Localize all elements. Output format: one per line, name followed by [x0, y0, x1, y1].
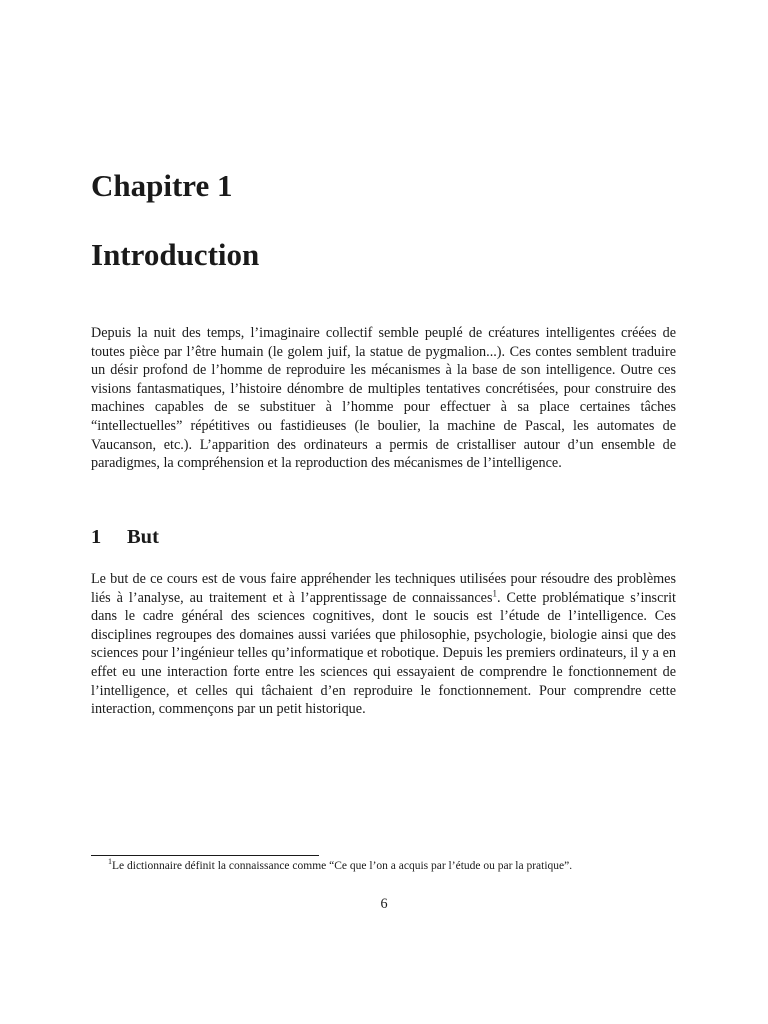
section-number: 1: [91, 526, 102, 548]
chapter-label: Chapitre 1: [91, 168, 233, 203]
chapter-title: Introduction: [91, 237, 260, 272]
page-number: 6: [380, 896, 388, 912]
section-heading: [91, 524, 159, 550]
section-paragraph-text-end: . Cette problématique s’inscrit dans le cadre général des sciences cognitives, dont le soucis est l’étude de l’intelligence. Ces disciplines regroupes des domaines aussi variées que philosophie, psychologie, biologie ainsi que des sciences pour l’ingénieur telles qu’informatique et robotique. Depuis les premiers ordinateurs, il y a en effet eu une interaction forte entre les sciences qui essayaient de comprendre le fonctionnement de l’intelligence, et celles qui tâchaient d’en reproduire le fonctionnement. Pour comprendre cette interaction, commençons par un petit historique.: [91, 589, 676, 718]
section-paragraph: [91, 570, 676, 719]
footnote-reference[interactable]: 1: [492, 587, 497, 598]
section-title: But: [127, 526, 159, 548]
footnote-divider: [91, 855, 319, 856]
section-paragraph-text-start: Le but de ce cours est de vous faire appréhender les techniques utilisées pour résoudre des problèmes liés à l’analyse, au traitement et à l’apprentissage de connaissances: [91, 571, 676, 606]
intro-paragraph: Depuis la nuit des temps, l’imaginaire collectif semble peuplé de créatures intelligentes créées de toutes pièce par l’être humain (le golem juif, la statue de pygmalion...). Ces contes semblent traduire un désir profond de l’homme de reproduire les mécanismes à la base de son intelligence. Outre ces visions fantasmatiques, l’histoire dénombre de multiples tentatives concrétisées, pour construire des machines capables de se substituer à l’homme pour effectuer à sa place certaines tâches “intellectuelles” répétitives ou fastidieuses (le boulier, la machine de Pascal, les automates de Vaucanson, etc.). L’apparition des ordinateurs a permis de cristalliser autour d’un ensemble de paradigmes, la compréhension et la reproduction des mécanismes de l’intelligence.: [91, 325, 676, 472]
footnote-text: Le dictionnaire définit la connaissance comme “Ce que l’on a acquis par l’étude ou par la pratique”.: [112, 860, 573, 872]
footnote: [91, 858, 676, 874]
footnote-mark: 1: [108, 857, 112, 867]
